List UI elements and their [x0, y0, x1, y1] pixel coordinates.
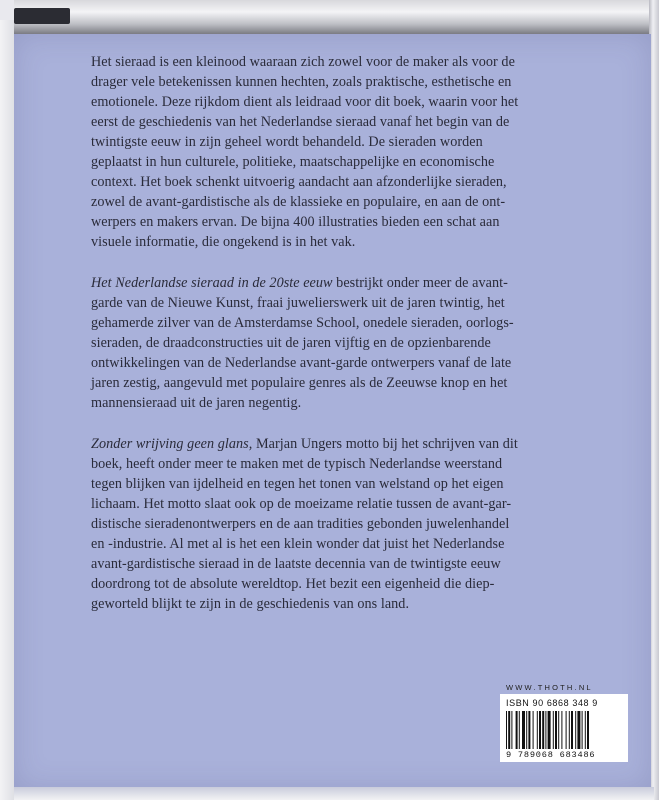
- text-line: Het sieraad is een kleinood waaraan zich zowel voor de maker als voor de: [91, 54, 515, 70]
- text-line: drager vele betekenissen kunnen hechten, zoals praktische, esthetische en: [91, 74, 512, 90]
- paragraph-scope-first-line: [91, 273, 541, 293]
- text-line: jaren zestig, aangevuld met populaire genres als de Zeeuwse knop en het: [91, 375, 508, 391]
- paragraph-motto-first-line: [91, 434, 541, 454]
- text-line: visuele informatie, die ongekend is in het vak.: [91, 234, 356, 250]
- text-line: context. Het boek schenkt uitvoerig aandacht aan afzonderlijke sieraden,: [91, 174, 507, 190]
- barcode-number: 9 789068 683486: [506, 750, 596, 760]
- paragraph-scope: [91, 273, 541, 413]
- text-line: eerst de geschiedenis van het Nederlandse sieraad vanaf het begin van de: [91, 114, 510, 130]
- book-title-italic: Het Nederlandse sieraad in de 20ste eeuw: [91, 275, 333, 291]
- text-line: ontwikkelingen van de Nederlandse avant-garde ontwerpers vanaf de late: [91, 355, 512, 371]
- text-line: en -industrie. Al met al is het een klein wonder dat juist het Nederlandse: [91, 536, 505, 552]
- motto-italic: Zonder wrijving geen glans,: [91, 436, 253, 452]
- text-line: emotionele. Deze rijkdom dient als leidraad voor dit boek, waarin voor het: [91, 94, 519, 110]
- text-line: doordrong tot de absolute wereldtop. Het bezit een eigenheid die diep-: [91, 576, 495, 592]
- text-line: avant-gardistische sieraad in de laatste decennia van de twintigste eeuw: [91, 556, 501, 572]
- paragraph-intro: [91, 52, 541, 252]
- cover-bottom-edge: [14, 787, 654, 800]
- text-line: boek, heeft onder meer te maken met de typisch Nederlandse weerstand: [91, 456, 503, 472]
- publisher-url: WWW.THOTH.NL: [506, 683, 593, 692]
- text-line: geplaatst in hun culturele, politieke, maatschappelijke en economische: [91, 154, 495, 170]
- text-line: werpers en makers ervan. De bijna 400 illustraties bieden een schat aan: [91, 214, 500, 230]
- text-line: garde van de Nieuwe Kunst, fraai juwelierswerk uit de jaren twintig, het: [91, 295, 505, 311]
- text-line: twintigste eeuw in zijn geheel wordt behandeld. De sieraden worden: [91, 134, 483, 150]
- text-line: gehamerde zilver van de Amsterdamse School, onedele sieraden, oorlogs-: [91, 315, 514, 331]
- barcode-label: [500, 694, 628, 762]
- text-line: sieraden, de draadconstructies uit de jaren vijftig en de opzienbarende: [91, 335, 491, 351]
- first-line-rest: Marjan Ungers motto bij het schrijven van dit: [252, 436, 518, 452]
- text-line: mannensieraad uit de jaren negentig.: [91, 395, 302, 411]
- paragraph-motto: [91, 434, 541, 614]
- text-line: zowel de avant-gardistische als de klassieke en populaire, en aan de ont-: [91, 194, 506, 210]
- shrink-wrap-top: [14, 0, 659, 34]
- isbn-text: ISBN 90 6868 348 9: [506, 698, 598, 708]
- barcode-icon: [506, 711, 622, 749]
- first-line-rest: bestrijkt onder meer de avant-: [332, 275, 508, 291]
- book-spine-top: [14, 8, 70, 24]
- text-line: geworteld blijkt te zijn in de geschiedenis van ons land.: [91, 596, 410, 612]
- text-line: distische sieradenontwerpers en de aan tradities gebonden juwelenhandel: [91, 516, 510, 532]
- blurb-text: [91, 52, 541, 635]
- text-line: lichaam. Het motto slaat ook op de moeizame relatie tussen de avant-gar-: [91, 496, 512, 512]
- text-line: tegen blijken van ijdelheid en tegen het tonen van welstand op het eigen: [91, 476, 504, 492]
